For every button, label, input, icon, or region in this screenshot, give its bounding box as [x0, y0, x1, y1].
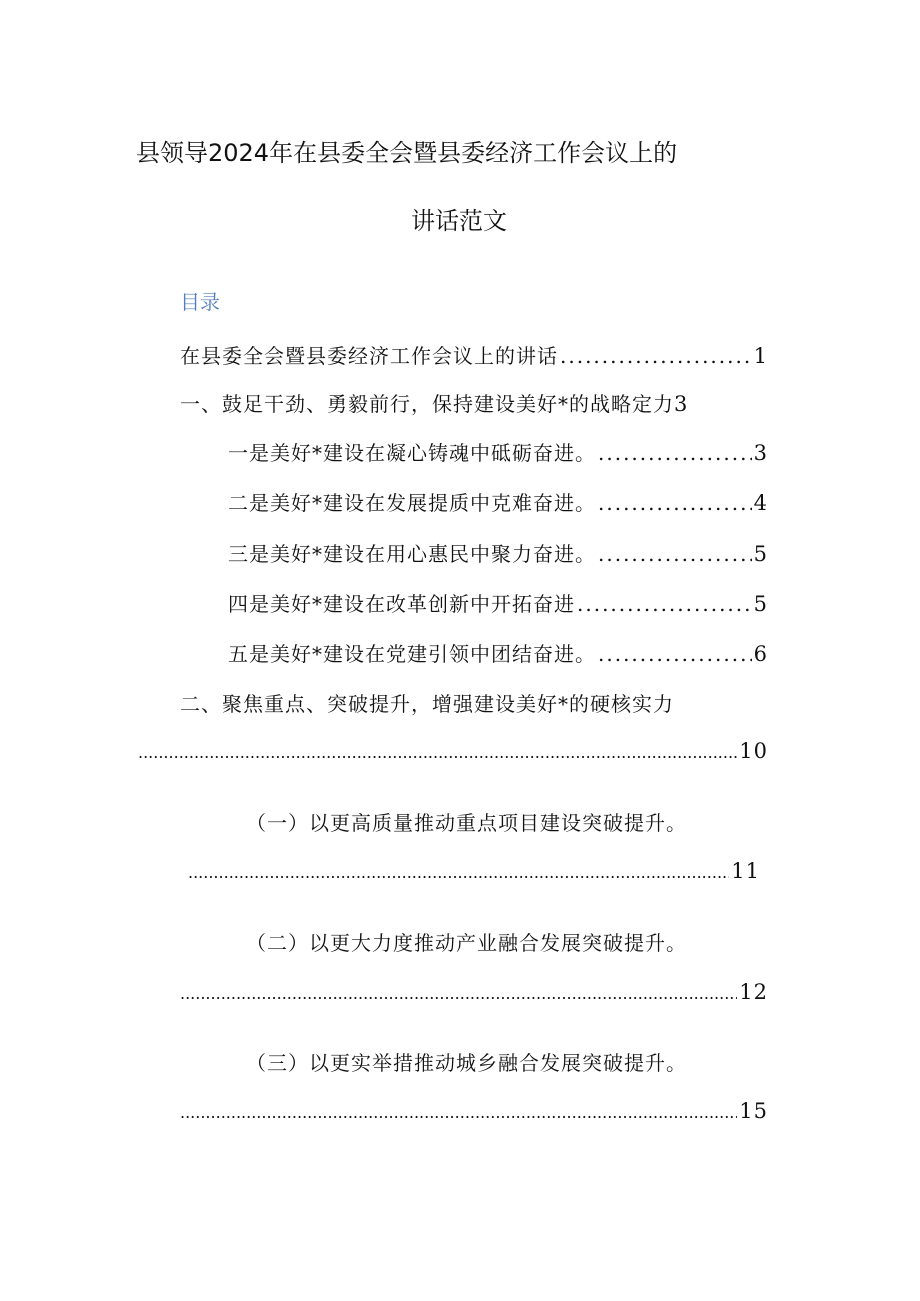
toc-entry[interactable]: [180, 340, 768, 369]
toc-entry[interactable]: [228, 487, 768, 516]
toc-entry-text[interactable]: （二）以更大力度推动产业融合发展突破提升。: [246, 931, 687, 955]
toc-entry-page: 11: [731, 859, 760, 883]
toc-entry-page: 10: [739, 739, 768, 763]
toc-entry-text: 五是美好*建设在党建引领中团结奋进。: [228, 642, 596, 666]
toc-entry-page: 1: [753, 344, 768, 368]
toc-dot-leader: [180, 984, 737, 1003]
toc-entry-leader-line[interactable]: [178, 980, 768, 1004]
toc-entry-text: 一、鼓足干劲、勇毅前行，保持建设美好*的战略定力: [180, 392, 674, 416]
toc-entry-page: 5: [753, 542, 768, 566]
toc-entry-page: 3: [674, 392, 689, 416]
document-title-line-2: 讲话范文: [411, 207, 507, 235]
toc-entry[interactable]: [228, 588, 768, 617]
toc-entry-text: 二是美好*建设在发展提质中克难奋进。: [228, 491, 596, 515]
toc-entry-text: 一是美好*建设在凝心铸魂中砥砺奋进。: [228, 441, 596, 465]
toc-entry-page: 3: [753, 441, 768, 465]
toc-dot-leader: [577, 592, 752, 616]
toc-dot-leader: [598, 491, 752, 515]
toc-dot-leader: [598, 642, 752, 666]
toc-entry-text: 四是美好*建设在改革创新中开拓奋进: [228, 592, 575, 616]
toc-entry[interactable]: [228, 437, 768, 466]
toc-dot-leader: [598, 441, 752, 465]
toc-dot-leader: [188, 863, 729, 882]
toc-entry-text[interactable]: 二、聚焦重点、突破提升，增强建设美好*的硬核实力: [180, 692, 674, 716]
toc-entry-page: 5: [753, 592, 768, 616]
toc-entry[interactable]: [228, 638, 768, 667]
toc-dot-leader: [560, 344, 752, 368]
toc-entry[interactable]: [180, 388, 768, 417]
toc-entry-page: 12: [739, 980, 768, 1004]
toc-entry-text[interactable]: （三）以更实举措推动城乡融合发展突破提升。: [246, 1051, 687, 1075]
toc-entry-text[interactable]: （一）以更高质量推动重点项目建设突破提升。: [246, 811, 687, 835]
toc-entry-text: 在县委全会暨县委经济工作会议上的讲话: [180, 344, 558, 368]
toc-entry-leader-line[interactable]: [136, 739, 768, 763]
toc-entry-leader-line[interactable]: [178, 1099, 768, 1123]
toc-dot-leader: [180, 1103, 737, 1122]
toc-entry[interactable]: [228, 538, 768, 567]
toc-entry-leader-line[interactable]: [186, 859, 760, 883]
toc-entry-page: 6: [753, 642, 768, 666]
document-title-line-1: 县领导2024年在县委全会暨县委经济工作会议上的: [136, 139, 678, 167]
toc-entry-page: 4: [753, 491, 768, 515]
toc-dot-leader: [598, 542, 752, 566]
toc-entry-page: 15: [739, 1099, 768, 1123]
toc-dot-leader: [138, 743, 737, 762]
toc-heading: 目录: [180, 290, 220, 314]
toc-entry-text: 三是美好*建设在用心惠民中聚力奋进。: [228, 542, 596, 566]
